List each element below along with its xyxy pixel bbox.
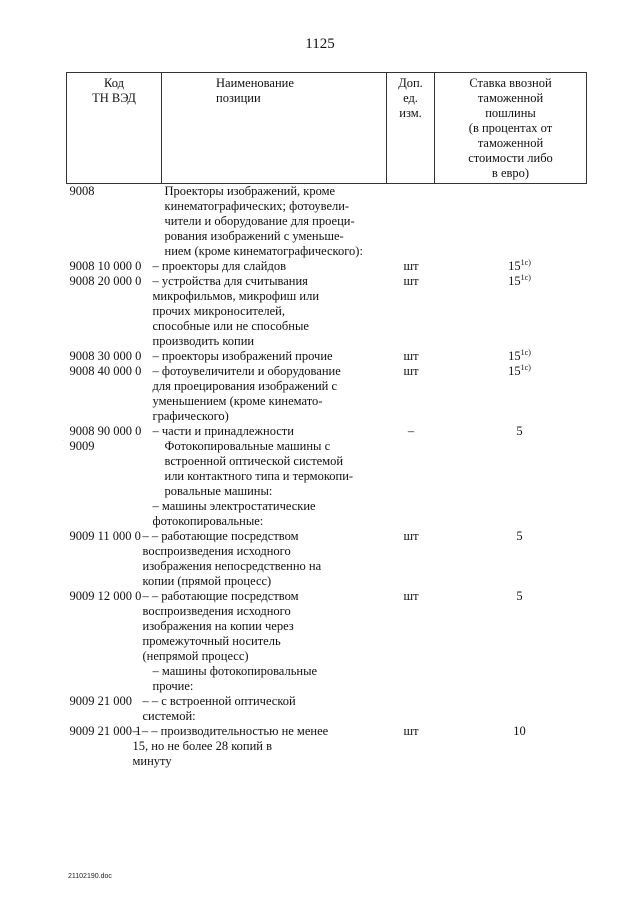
row-rate (435, 184, 587, 260)
row-description (152, 664, 387, 694)
description-line: – – – производительностью не менее (132, 724, 329, 738)
header-unit (387, 73, 435, 184)
margin-mark: · (62, 438, 64, 444)
row-rate (435, 529, 587, 589)
row-code (67, 499, 162, 529)
row-code: 9008 30 000 0 (69, 349, 142, 363)
row-rate (435, 589, 587, 664)
row-unit: – (407, 424, 415, 438)
description-line: уменьшением (кроме кинемато- (152, 394, 323, 408)
row-description (152, 274, 387, 349)
header-line: таможенной (477, 136, 544, 150)
rate-footnote-marker: 1с) (520, 257, 531, 267)
description-line: кинематографических; фотоувели- (164, 199, 350, 213)
row-unit (387, 664, 435, 694)
header-line: стоимости либо (468, 151, 553, 165)
rate-value: 5 (516, 424, 523, 438)
description-line: прочих микроносителей, (152, 304, 285, 318)
row-description (152, 424, 387, 439)
header-line: ТН ВЭД (92, 91, 136, 105)
table-row (67, 184, 587, 260)
table-header-row (67, 73, 587, 184)
row-unit: шт (403, 259, 419, 273)
row-unit: шт (403, 364, 419, 378)
description-line: микрофильмов, микрофиш или (152, 289, 320, 303)
header-line: ед. (403, 91, 418, 105)
description-line: фотокопировальные: (152, 514, 264, 528)
description-line: производить копии (152, 334, 255, 348)
description-line: воспроизведения исходного (142, 604, 291, 618)
description-line: способные или не способные (152, 319, 309, 333)
row-rate (435, 439, 587, 499)
tariff-table (66, 72, 587, 769)
row-rate (435, 349, 587, 364)
table-row (67, 664, 587, 694)
rate-value: 5 (516, 529, 523, 543)
table-row (67, 529, 587, 589)
row-unit: шт (403, 589, 419, 603)
row-rate (435, 274, 587, 349)
row-unit (387, 694, 435, 724)
rate-value: 5 (516, 589, 523, 603)
row-rate (435, 724, 587, 769)
description-line: – – работающие посредством (142, 589, 299, 603)
row-rate (435, 259, 587, 274)
header-line: Код (104, 76, 124, 90)
row-rate (435, 424, 587, 439)
row-description (142, 589, 387, 664)
description-line: рования изображений с уменьше- (164, 229, 344, 243)
row-code: 9008 40 000 0 (69, 364, 142, 378)
row-unit: шт (403, 529, 419, 543)
row-code: 9009 12 000 0 (69, 589, 142, 603)
row-unit (387, 184, 435, 260)
row-description (152, 259, 387, 274)
header-line: изм. (399, 106, 422, 120)
row-unit (387, 439, 435, 499)
row-description (162, 439, 387, 499)
row-description (142, 694, 387, 724)
table-row (67, 274, 587, 349)
description-line: встроенной оптической системой (164, 454, 344, 468)
row-description (132, 724, 387, 769)
description-line: Фотокопировальные машины с (164, 439, 331, 453)
row-description (152, 364, 387, 424)
row-unit: шт (403, 274, 419, 288)
description-line: промежуточный носитель (142, 634, 281, 648)
rate-footnote-marker: 1с) (520, 347, 531, 357)
description-line: Проекторы изображений, кроме (164, 184, 336, 198)
row-code: 9008 20 000 0 (69, 274, 142, 288)
description-line: – проекторы изображений прочие (152, 349, 333, 363)
description-line: воспроизведения исходного (142, 544, 291, 558)
table-row (67, 439, 587, 499)
header-line: Наименование (216, 76, 294, 90)
description-line: чители и оборудование для проеци- (164, 214, 355, 228)
table-row (67, 499, 587, 529)
row-code (67, 664, 162, 694)
table-row (67, 589, 587, 664)
description-line: изображения на копии через (142, 619, 294, 633)
row-code: 9008 90 000 0 (69, 424, 142, 438)
description-line: графического) (152, 409, 229, 423)
description-line: или контактного типа и термокопи- (164, 469, 354, 483)
rate-value: 15 (508, 259, 521, 273)
row-unit (387, 499, 435, 529)
description-line: – проекторы для слайдов (152, 259, 287, 273)
row-code: 9009 11 000 0 (69, 529, 141, 543)
description-line: минуту (132, 754, 172, 768)
description-line: – части и принадлежности (152, 424, 294, 438)
rate-footnote-marker: 1с) (520, 272, 531, 282)
header-line: Доп. (398, 76, 423, 90)
footer-filename: 21102190.doc (68, 873, 112, 880)
table-body (67, 184, 587, 770)
row-description (152, 349, 387, 364)
rate-value: 10 (513, 724, 526, 738)
table-row (67, 259, 587, 274)
table-row (67, 724, 587, 769)
row-rate (435, 364, 587, 424)
description-line: для проецирования изображений с (152, 379, 338, 393)
header-line: (в процентах от (468, 121, 553, 135)
rate-value: 15 (508, 349, 521, 363)
row-unit: шт (403, 349, 419, 363)
header-name (162, 73, 387, 184)
table-row (67, 364, 587, 424)
row-rate (435, 499, 587, 529)
row-code: 9008 (69, 184, 95, 198)
description-line: прочие: (152, 679, 194, 693)
row-code: 9009 21 000 (69, 694, 132, 708)
row-code: 9008 10 000 0 (69, 259, 142, 273)
header-line: таможенной (477, 91, 544, 105)
row-code: 9009 21 000 1 (69, 724, 142, 738)
description-line: – – работающие посредством (142, 529, 299, 543)
row-rate (435, 664, 587, 694)
header-line: в евро) (491, 166, 530, 180)
table-row (67, 349, 587, 364)
row-description (142, 529, 387, 589)
description-line: – фотоувеличители и оборудование (152, 364, 341, 378)
row-rate (435, 694, 587, 724)
description-line: ровальные машины: (164, 484, 273, 498)
row-code: 9009 (69, 439, 95, 453)
description-line: изображения непосредственно на (142, 559, 322, 573)
header-code (67, 73, 162, 184)
table-row (67, 424, 587, 439)
header-line: Ставка ввозной (469, 76, 552, 90)
description-line: – устройства для считывания (152, 274, 308, 288)
table-row (67, 694, 587, 724)
header-rate (435, 73, 587, 184)
description-line: копии (прямой процесс) (142, 574, 272, 588)
page-number: 1125 (305, 36, 335, 52)
description-line: системой: (142, 709, 196, 723)
description-line: – машины электростатические (152, 499, 316, 513)
rate-footnote-marker: 1с) (520, 362, 531, 372)
header-line: позиции (216, 91, 261, 105)
description-line: – – с встроенной оптической (142, 694, 296, 708)
description-line: (непрямой процесс) (142, 649, 249, 663)
description-line: 15, но не более 28 копий в (132, 739, 272, 753)
row-unit: шт (403, 724, 419, 738)
rate-value: 15 (508, 274, 521, 288)
header-line: пошлины (485, 106, 536, 120)
description-line: нием (кроме кинематографического): (164, 244, 363, 258)
rate-value: 15 (508, 364, 521, 378)
row-description (152, 499, 387, 529)
row-description (162, 184, 387, 260)
description-line: – машины фотокопировальные (152, 664, 318, 678)
